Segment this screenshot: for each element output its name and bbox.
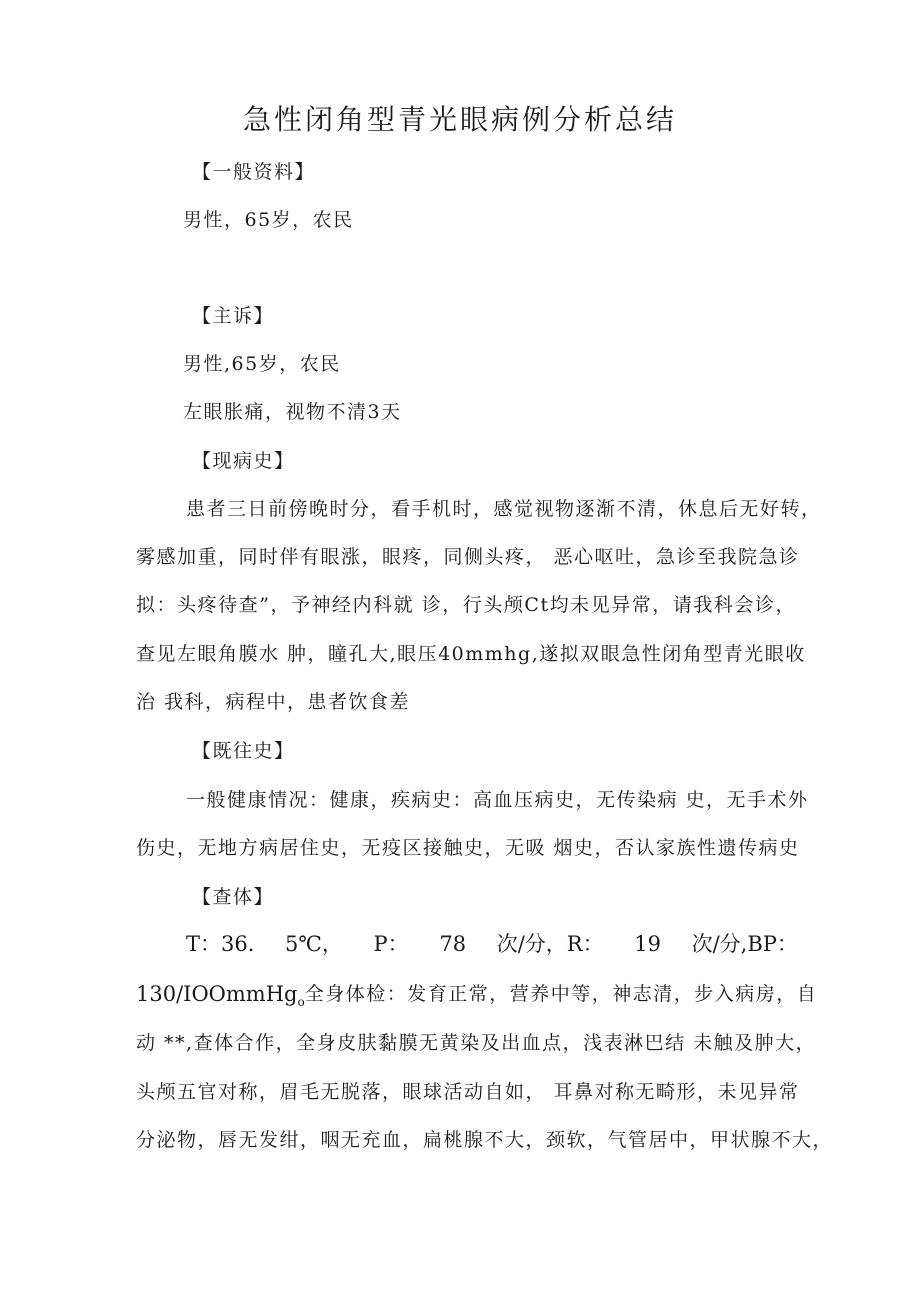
- temperature-label: T：36.: [186, 932, 255, 956]
- pulse-value: 78: [439, 932, 467, 956]
- past-history-line: 伤史，无地方病居住史，无疫区接触史，无吸 烟史，否认家族性遗传病史: [136, 837, 800, 859]
- exam-line: 动 **,查体合作，全身皮肤黏膜无黄染及出血点，浅表淋巴结 未触及肿大，: [136, 1032, 817, 1054]
- past-history-line: 一般健康情况：健康，疾病史：高血压病史，无传染病 史，无手术外: [186, 789, 809, 811]
- vital-signs-row: [186, 930, 798, 958]
- chief-complaint-line-1: 男性,65岁，农民: [183, 353, 341, 375]
- chief-complaint-heading: 【主诉】: [192, 305, 275, 327]
- past-history-heading: 【既往史】: [192, 740, 295, 762]
- physical-exam-heading: 【查体】: [192, 886, 275, 908]
- page-title: 急性闭角型青光眼病例分析总结: [242, 103, 677, 136]
- present-illness-line: 雾感加重，同时伴有眼涨，眼疼，同侧头疼， 恶心呕吐，急诊至我院急诊: [136, 546, 800, 568]
- pulse-label: P：: [373, 932, 409, 956]
- present-illness-heading: 【现病史】: [192, 450, 295, 472]
- exam-line: 分泌物，唇无发绀，咽无充血，扁桃腺不大，颈软，气管居中，甲状腺不大，: [136, 1129, 834, 1151]
- pulse-unit: 次/分，R：: [496, 932, 604, 956]
- blood-pressure-value: 130/IOOmmHg$_o$: [136, 982, 305, 1010]
- blood-pressure-suffix: o: [297, 995, 305, 1010]
- present-illness-line: 查见左眼角膜水 肿，瞳孔大,眼压40mmhg,遂拟双眼急性闭角型青光眼收: [136, 643, 806, 665]
- exam-line: 头颅五官对称，眉毛无脱落，眼球活动自如， 耳鼻对称无畸形，未见异常: [136, 1081, 800, 1103]
- temperature-value: 5℃，: [285, 932, 343, 956]
- present-illness-line: 患者三日前傍晚时分，看手机时，感觉视物逐渐不清，休息后无好转，: [186, 498, 822, 520]
- chief-complaint-line-2: 左眼胀痛，视物不清3天: [183, 401, 402, 423]
- general-info-line: 男性，65岁，农民: [183, 209, 354, 231]
- respiration-value: 19: [634, 932, 661, 956]
- exam-line-bp: [136, 980, 818, 1016]
- exam-text: 全身体检：发育正常，营养中等，神志清，步入病房，自: [304, 983, 818, 1005]
- present-illness-line: 拟：头疼待查”，予神经内科就 诊，行头颅Ct均未见异常，请我科会诊，: [136, 594, 796, 616]
- present-illness-line: 治 我科，病程中，患者饮食差: [136, 691, 411, 713]
- respiration-unit: 次/分,BP：: [691, 932, 798, 956]
- general-info-heading: 【一般资料】: [192, 161, 316, 183]
